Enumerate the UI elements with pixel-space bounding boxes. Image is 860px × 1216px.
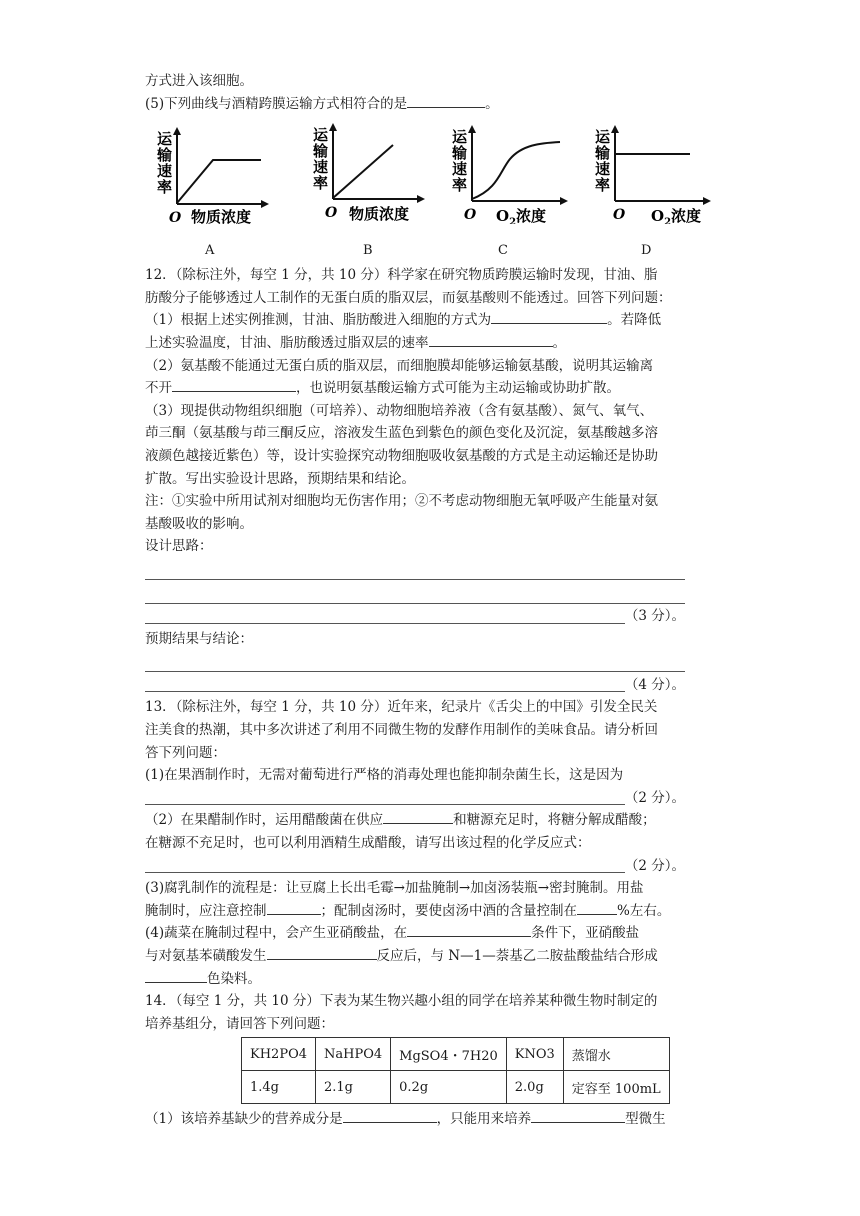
q13-sub1: (1)在果酒制作时，无需对葡萄进行严格的消毒处理也能抑制杂菌生长，这是因为 [145,767,624,784]
svg-text:运: 运 [313,126,329,145]
graph-b-letter: B [363,243,373,259]
q12-line: 扩散。写出实验设计思路，预期结果和结论。 [145,470,415,487]
graph-ylabel: 运 [157,130,173,149]
points-label: （2 分）。 [624,857,685,874]
medium-table [241,1037,670,1104]
answer-blank[interactable] [491,309,607,324]
svg-text:O: O [613,207,626,224]
graph-c-letter: C [498,243,508,259]
q11-sub5 [145,93,685,116]
answer-blank[interactable] [172,377,296,392]
svg-text:速: 速 [452,160,468,179]
svg-text:物质浓度: 物质浓度 [349,205,410,224]
answer-blank[interactable] [145,968,207,983]
svg-text:运: 运 [452,128,468,147]
q13-line: 与对氨基苯磺酸发生 反应后，与 N—1—萘基乙二胺盐酸盐结合形成 [145,945,685,968]
graph-b [311,119,426,259]
graph-a-plot [155,119,270,224]
svg-text:输: 输 [157,146,173,165]
q14-sub1: （1）该培养基缺少的营养成分是 ，只能用来培养 型微生 [145,1108,685,1131]
svg-text:率: 率 [313,174,329,193]
q11-sub5-end: 。 [485,95,499,112]
graph-b-plot [311,119,426,224]
answer-blank[interactable] [267,900,321,915]
table-header-cell: 蒸馏水 [563,1038,669,1071]
document-page [145,70,702,1131]
graph-a-curve [177,160,261,203]
table-header-cell: KH2PO4 [242,1038,316,1071]
graph-a-letter: A [205,243,215,259]
answer-line[interactable] [145,650,685,672]
svg-text:速: 速 [595,160,611,179]
answer-blank[interactable] [407,922,531,937]
q12-line: 液颜色越接近紫色）等，设计实验探究动物细胞吸收氨基酸的方式是主动运输还是协助 [145,447,658,464]
q13-sub3: (3)腐乳制作的流程是：让豆腐上长出毛霉→加盐腌制→加卤汤装瓶→密封腌制。用盐 [145,880,644,897]
q11-sub5-text: (5)下列曲线与酒精跨膜运输方式相符合的是 [145,95,408,112]
table-cell: 定容至 100mL [563,1071,669,1104]
answer-blank[interactable] [429,332,553,347]
design-heading: 设计思路： [145,538,213,555]
graph-origin: O [169,210,182,225]
answer-blank[interactable] [577,900,617,915]
table-cell: 1.4g [242,1071,316,1104]
q12-line: 肪酸分子能够透过人工制作的无蛋白质的脂双层，而氨基酸则不能透过。回答下列问题： [145,289,672,306]
svg-text:输: 输 [313,142,329,161]
q13-line: 13．（除标注外，每空 1 分，共 10 分）近年来，纪录片《舌尖上的中国》引发全民关 [145,699,658,716]
q12-line: 上述实验温度，甘油、脂肪酸透过脂双层的速率 。 [145,332,685,355]
q13-sub4: (4)蔬菜在腌制过程中，会产生亚硝酸盐，在 条件下，亚硝酸盐 [145,922,685,945]
answer-blank[interactable] [383,809,453,824]
graph-d [593,119,713,259]
graph-d-letter: D [641,243,652,259]
svg-text:率: 率 [452,176,468,195]
answer-line[interactable] [145,787,685,810]
graph-b-curve [333,145,393,198]
svg-text:运: 运 [595,128,611,147]
q12-line: 12．（除标注外，每空 1 分，共 10 分）科学家在研究物质跨膜运输时发现，甘油、脂 [145,267,658,284]
q14-line: 14．（每空 1 分，共 10 分）下表为某生物兴趣小组的同学在培养某种微生物时制定的 [145,993,658,1010]
answer-blank[interactable] [531,1108,625,1123]
q13-line: 腌制时，应注意控制 ；配制卤汤时，要使卤汤中酒的含量控制在 %左右。 [145,900,685,923]
q14-line: 培养基组分，请回答下列问题： [145,1015,334,1032]
graph-xlabel: 物质浓度 [191,208,252,225]
answer-blank[interactable] [343,1108,437,1123]
graph-c-plot [450,119,570,224]
points-label: （3 分）。 [624,608,685,625]
table-header-cell: KNO3 [506,1038,563,1071]
q11-graph-options [145,119,702,264]
q12-note: 注：①实验中所用试剂对细胞均无伤害作用；②不考虑动物细胞无氧呼吸产生能量对氨 [145,493,658,510]
svg-text:速: 速 [157,162,173,181]
answer-line[interactable] [145,558,685,580]
svg-text:率: 率 [157,178,173,197]
table-cell: 2.1g [316,1071,391,1104]
answer-blank[interactable] [407,93,485,108]
points-label: （4 分）。 [624,676,685,693]
graph-c-curve [472,142,560,199]
table-cell: 2.0g [506,1071,563,1104]
graph-d-plot [593,119,713,224]
q12-sub2: （2）氨基酸不能通过无蛋白质的脂双层，而细胞膜却能够运输氨基酸，说明其运输离 [145,357,654,374]
answer-line[interactable] [145,605,685,628]
table-row [242,1038,670,1071]
points-label: （2 分）。 [624,789,685,806]
answer-line[interactable] [145,582,685,604]
q13-line: 注美食的热潮，其中多次讲述了利用不同微生物的发酵作用制作的美味食品。请分析回 [145,722,658,739]
svg-text:输: 输 [452,144,468,163]
graph-c [450,119,570,259]
table-row [242,1071,670,1104]
q11-tail: 方式进入该细胞。 [145,73,253,89]
answer-blank[interactable] [267,945,377,960]
svg-text:O2浓度: $O_2$浓度 [651,207,702,225]
q13-line: 在糖源不充足时，也可以利用酒精生成醋酸，请写出该过程的化学反应式： [145,835,591,852]
q13-line: 答下列问题： [145,744,226,761]
table-header-cell: NaHPO4 [316,1038,391,1071]
svg-text:输: 输 [595,144,611,163]
q13-sub2: （2）在果醋制作时，运用醋酸菌在供应 和糖源充足时，将糖分解成醋酸； [145,809,685,832]
q12-line: 不开 ，也说明氨基酸运输方式可能为主动运输或协助扩散。 [145,377,685,400]
graph-a [155,119,270,259]
answer-line[interactable] [145,674,685,697]
table-cell: 0.2g [391,1071,507,1104]
svg-text:速: 速 [313,158,329,177]
answer-line[interactable] [145,855,685,878]
q12-line: 茚三酮（氨基酸与茚三酮反应，溶液发生蓝色到紫色的颜色变化及沉淀，氨基酸越多溶 [145,425,658,442]
svg-text:O: O [464,207,477,224]
q12-sub1: （1）根据上述实例推测，甘油、脂肪酸进入细胞的方式为 。若降低 [145,309,685,332]
q12-note: 基酸吸收的影响。 [145,515,253,532]
svg-text:O2浓度: $O_2$浓度 [496,207,547,225]
q12-sub3: （3）现提供动物组织细胞（可培养）、动物细胞培养液（含有氨基酸）、氮气、氧气、 [145,402,654,419]
predict-heading: 预期结果与结论： [145,630,253,647]
table-header-cell: MgSO4・7H20 [391,1038,507,1071]
svg-text:率: 率 [595,176,611,195]
svg-text:O: O [325,205,338,222]
q13-line: 色染料。 [145,968,685,991]
